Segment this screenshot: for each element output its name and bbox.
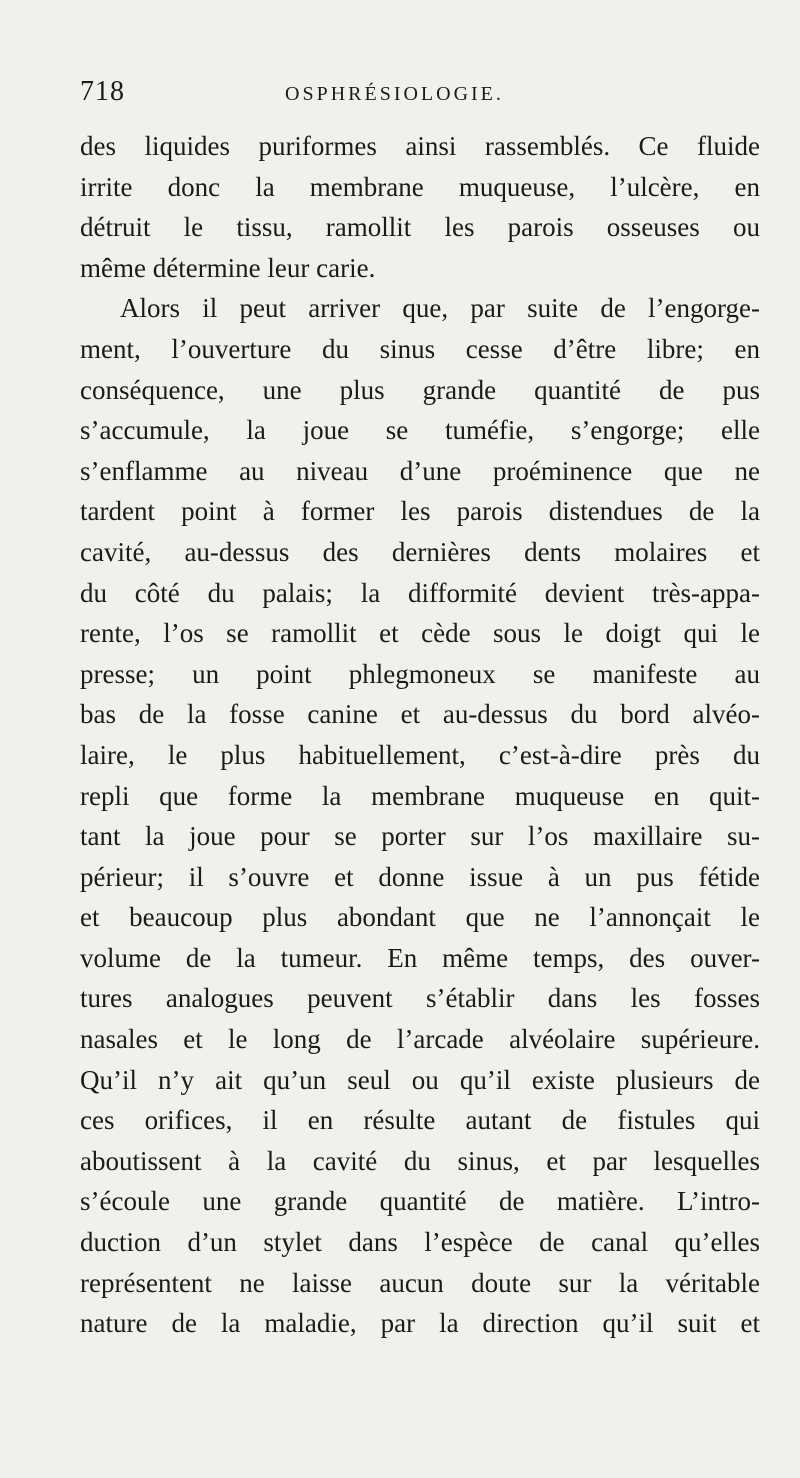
text-line: Qu’il n’y ait qu’un seul ou qu’il existe plusieurs de (80, 1064, 760, 1095)
text-line: ces orifices, il en résulte autant de fistules qui (80, 1105, 760, 1136)
text-line: laire, le plus habituellement, c’est-à-dire près du (80, 739, 760, 770)
text-line: et beaucoup plus abondant que ne l’annonçait le (80, 902, 760, 933)
page-header (80, 74, 760, 114)
text-line: conséquence, une plus grande quantité de pus (80, 374, 760, 405)
text-line: s’écoule une grande quantité de matière. L’intro- (80, 1186, 760, 1217)
text-line: irrite donc la membrane muqueuse, l’ulcère, en (80, 171, 760, 202)
text-line: cavité, au-dessus des dernières dents molaires et (80, 536, 760, 567)
text-line: représentent ne laisse aucun doute sur la véritable (80, 1267, 760, 1298)
text-line: tures analogues peuvent s’établir dans les fosses (80, 983, 760, 1014)
text-line: des liquides puriformes ainsi rassemblés. Ce fluide (80, 131, 760, 161)
text-line: presse; un point phlegmoneux se manifeste au (80, 658, 760, 689)
text-line: bas de la fosse canine et au-dessus du bord alvéo- (80, 699, 760, 730)
text-line: tant la joue pour se porter sur l’os maxillaire su- (80, 821, 760, 852)
text-line: nature de la maladie, par la direction qu’il suit et (80, 1308, 760, 1339)
text-line: ment, l’ouverture du sinus cesse d’être libre; en (80, 333, 760, 364)
text-line: même détermine leur carie. (80, 252, 376, 283)
body-text (80, 126, 760, 1344)
text-line: détruit le tissu, ramollit les parois osseuses ou (80, 212, 760, 243)
running-title: OSPHRÉSIOLOGIE. (285, 83, 504, 105)
text-line: volume de la tumeur. En même temps, des ouver- (80, 942, 760, 973)
text-line: du côté du palais; la difformité devient très-appa- (80, 577, 760, 608)
text-line: périeur; il s’ouvre et donne issue à un pus fétide (80, 861, 760, 892)
text-line: s’enflamme au niveau d’une proéminence que ne (80, 455, 760, 486)
text-line: nasales et le long de l’arcade alvéolaire supérieure. (80, 1024, 760, 1055)
text-line: aboutissent à la cavité du sinus, et par lesquelles (80, 1145, 760, 1176)
text-line: rente, l’os se ramollit et cède sous le doigt qui le (80, 618, 760, 649)
text-line: s’accumule, la joue se tuméfie, s’engorge; elle (80, 415, 760, 446)
text-line: duction d’un stylet dans l’espèce de canal qu’elles (80, 1227, 760, 1258)
text-line: repli que forme la membrane muqueuse en quit- (80, 780, 760, 811)
text-line: Alors il peut arriver que, par suite de l’engorge- (120, 293, 760, 324)
text-line: tardent point à former les parois distendues de la (80, 496, 760, 527)
page-number: 718 (80, 76, 125, 107)
